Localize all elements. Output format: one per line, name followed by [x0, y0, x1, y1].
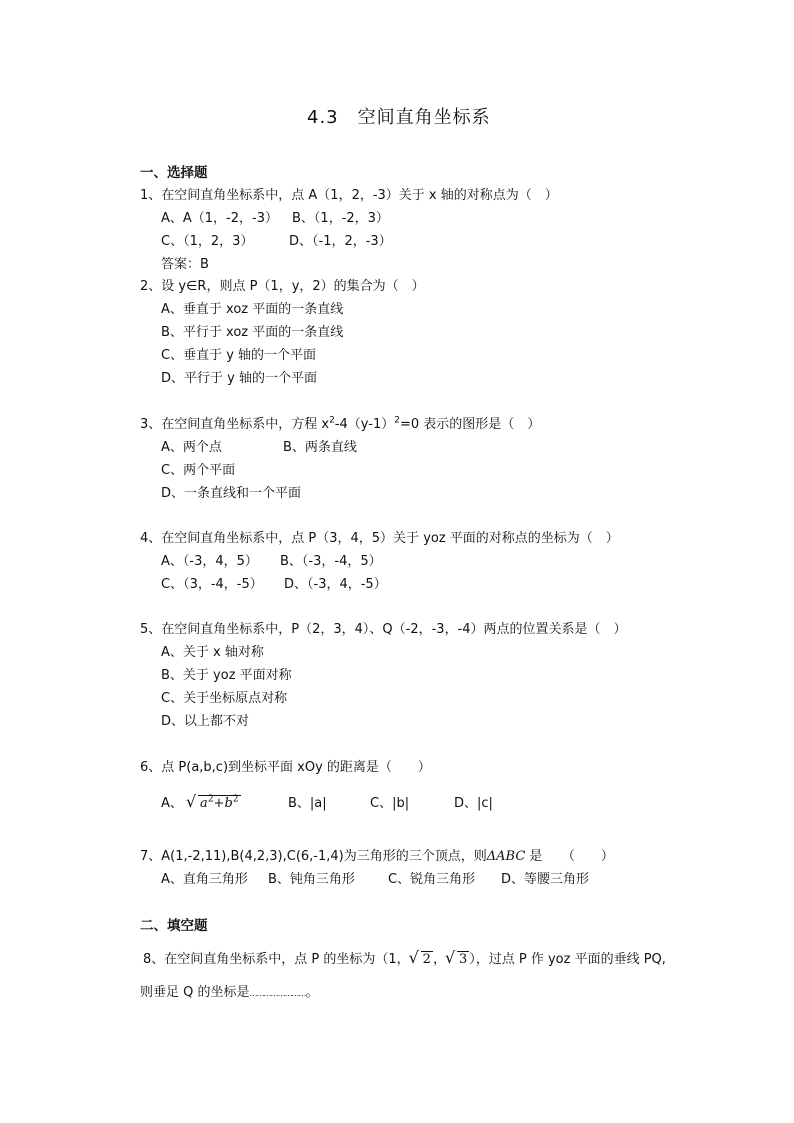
- question-5-option-c: C、关于坐标原点对称: [161, 691, 288, 706]
- question-6-option-b: B、|a|: [288, 796, 327, 811]
- question-3-option-d: D、一条直线和一个平面: [161, 486, 302, 501]
- question-7-option-a: A、直角三角形: [161, 872, 248, 887]
- variable-a: a: [200, 796, 208, 811]
- question-8-text-3: 则垂足 Q 的坐标是: [140, 985, 250, 1000]
- question-3-stem-part2: -4（y-1）: [334, 417, 395, 432]
- question-3-option-c: C、两个平面: [161, 463, 236, 478]
- question-1-option-c: C、（1，2，3）: [161, 234, 254, 249]
- question-7-stem-part2: 是 （ ）: [525, 849, 614, 864]
- question-6-option-c: C、|b|: [370, 796, 410, 811]
- question-1-stem: 1、在空间直角坐标系中，点 A（1，2，-3）关于 x 轴的对称点为（ ）: [140, 188, 558, 203]
- question-5-stem: 5、在空间直角坐标系中，P（2，3，4）、Q（-2，-3，-4）两点的位置关系是（ ）: [140, 622, 627, 637]
- question-1-answer: 答案：B: [161, 257, 209, 272]
- question-3-stem: [140, 416, 540, 434]
- page-title: 4.3 空间直角坐标系: [307, 107, 491, 128]
- question-4-option-b: B、（-3，-4，5）: [280, 554, 382, 569]
- square-root-expression: [187, 795, 240, 813]
- comma: ，: [432, 952, 446, 967]
- question-4-option-d: D、（-3，4，-5）: [284, 577, 387, 592]
- answer-blank: ……………………: [249, 989, 306, 998]
- question-3-stem-part1: 3、在空间直角坐标系中，方程 x: [140, 417, 330, 432]
- question-7-option-c: C、锐角三角形: [388, 872, 476, 887]
- square-root-2: [410, 951, 433, 969]
- question-3-option-a: A、两个点: [161, 440, 222, 455]
- question-8-text-2: ），过点 P 作 yoz 平面的垂线 PQ,: [469, 952, 666, 967]
- question-4-stem: 4、在空间直角坐标系中，点 P（3，4，5）关于 yoz 平面的对称点的坐标为（ ）: [140, 531, 619, 546]
- question-6-option-d: D、|c|: [454, 796, 493, 811]
- question-5-option-b: B、关于 yoz 平面对称: [161, 668, 292, 683]
- superscript-2: 2: [329, 415, 335, 426]
- question-2-option-d: D、平行于 y 轴的一个平面: [161, 371, 317, 386]
- plus-sign: +: [213, 796, 225, 811]
- period: 。: [305, 985, 319, 1000]
- option-a-label: A、: [161, 796, 183, 811]
- question-8-text-1: 8、在空间直角坐标系中，点 P 的坐标为（1，: [143, 952, 410, 967]
- square-root-3: [446, 951, 469, 969]
- question-5-option-d: D、以上都不对: [161, 714, 250, 729]
- radicand-2: 2: [422, 952, 431, 967]
- triangle-abc: ΔABC: [486, 849, 526, 864]
- question-1-option-d: D、（-1，2，-3）: [289, 234, 392, 249]
- question-7-stem: [140, 848, 614, 866]
- section-heading-fill: 二、填空题: [140, 918, 208, 934]
- question-2-option-c: C、垂直于 y 轴的一个平面: [161, 348, 317, 363]
- question-8-line-2: [140, 984, 319, 1003]
- question-7-option-d: D、等腰三角形: [501, 872, 590, 887]
- question-2-option-a: A、垂直于 xoz 平面的一条直线: [161, 302, 344, 317]
- question-1-option-b: B、（1，-2，3）: [292, 211, 389, 226]
- question-6-option-a: [161, 795, 241, 813]
- question-6-stem: 6、点 P(a,b,c)到坐标平面 xOy 的距离是（ ）: [140, 760, 431, 775]
- superscript-2: 2: [394, 415, 400, 426]
- question-7-option-b: B、钝角三角形: [268, 872, 355, 887]
- radicand-3: 3: [458, 952, 468, 967]
- question-2-stem: 2、设 y∈R，则点 P（1，y，2）的集合为（ ）: [140, 279, 425, 294]
- variable-b: b: [224, 796, 233, 811]
- superscript-2: 2: [232, 794, 239, 805]
- superscript-2: 2: [207, 794, 214, 805]
- question-5-option-a: A、关于 x 轴对称: [161, 645, 264, 660]
- question-2-option-b: B、平行于 xoz 平面的一条直线: [161, 325, 344, 340]
- question-4-option-c: C、（3，-4，-5）: [161, 577, 263, 592]
- question-3-stem-part3: =0 表示的图形是（ ）: [399, 417, 541, 432]
- question-1-option-a: A、A（1，-2，-3）: [161, 211, 278, 226]
- question-8-line-1: [143, 951, 666, 969]
- question-7-stem-part1: 7、A(1,-2,11),B(4,2,3),C(6,-1,4)为三角形的三个顶点，则: [140, 849, 487, 864]
- question-3-option-b: B、两条直线: [283, 440, 357, 455]
- section-heading-choice: 一、选择题: [140, 165, 208, 181]
- question-4-option-a: A、（-3，4，5）: [161, 554, 258, 569]
